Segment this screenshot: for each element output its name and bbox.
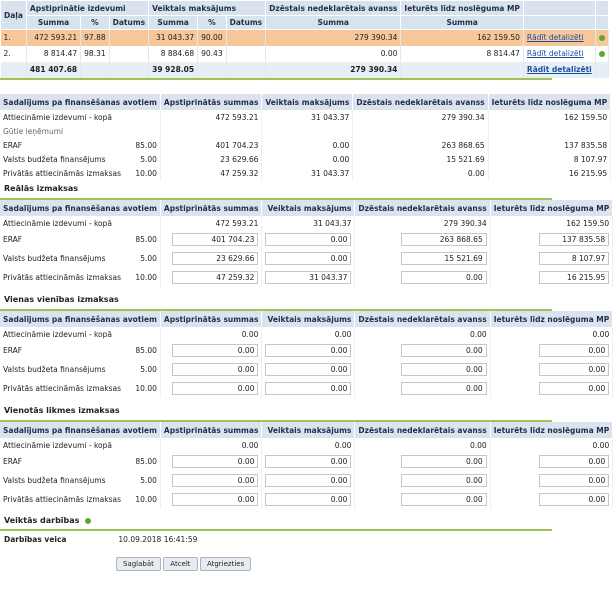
table-row: ERAF 85.00 401 704.23 0.00 263 868.65 137 835.58 xyxy=(0,230,613,249)
amount-input[interactable]: 0.00 xyxy=(172,382,258,395)
table-row[interactable]: 1. 472 593.21 97.88 31 043.37 90.00 279 390.34 162 159.50 Rādīt detalizēti xyxy=(1,30,609,46)
sub-pct: % xyxy=(81,16,109,30)
table-row: ERAF 85.00 401 704.23 0.00 263 868.65 137 835.58 xyxy=(0,138,611,152)
sub-summa: Summa xyxy=(26,16,80,30)
amount-input[interactable]: 0.00 xyxy=(401,474,487,487)
amount-input[interactable]: 0.00 xyxy=(539,344,609,357)
amount-input[interactable]: 31 043.37 xyxy=(265,271,351,284)
table-row: Attiecināmie izdevumi - kopā 472 593.21 31 043.37 279 390.34 162 159.50 xyxy=(0,110,611,124)
amount-input[interactable]: 0.00 xyxy=(539,474,609,487)
amount-input[interactable]: 0.00 xyxy=(265,493,351,506)
save-button[interactable]: Saglabāt xyxy=(116,557,161,571)
sub-datums: Datums xyxy=(226,16,266,30)
table-row: ERAF 85.00 0.00 0.00 0.00 0.00 xyxy=(0,452,613,471)
amount-input[interactable]: 137 835.58 xyxy=(539,233,609,246)
table-row: Privātās attiecināmās izmaksas 10.00 0.00 0.00 0.00 0.00 xyxy=(0,490,613,509)
cancel-button[interactable]: Atcelt xyxy=(163,557,197,571)
status-dot-icon xyxy=(599,51,605,57)
unit-costs-table: Sadalījums pa finansēšanas avotiem Apstiprinātās summas Veiktais maksājums Dzēstais nedeklarētais avanss Ieturēts līdz noslēguma MP Attiecināmie izdevumi - kopā 0.00 0.00 0.00 0.00 ERAF 85.00 0.00 0.00 0.00 0.00 Valsts budžeta finansējums 5.00 0.00 0.00 0.00 0.00 Privātās attiecināmās izmaksas 10.00 0.00 0.00 0.00 0.00 xyxy=(0,311,613,398)
real-costs-table: Sadalījums pa finansēšanas avotiem Apstiprinātās summas Veiktais maksājums Dzēstais nedeklarētais avanss Ieturēts līdz noslēguma MP Attiecināmie izdevumi - kopā 472 593.21 31 043.37 279 390.34 162 159.50 ERAF 85.00 401 704.23 0.00 263 868.65 137 835.58 Valsts budžeta finansējums 5.00 23 629.66 0.00 15 521.69 8 107.97 Privātās attiecināmās izmaksas 10.00 47 259.32 31 043.37 0.00 16 215.95 xyxy=(0,200,613,287)
table-row: Attiecināmie izdevumi - kopā 0.00 0.00 0.00 0.00 xyxy=(0,438,613,452)
show-details-total-link[interactable]: Rādīt detalizēti xyxy=(526,65,592,75)
amount-input[interactable]: 0.00 xyxy=(172,493,258,506)
amount-input[interactable]: 23 629.66 xyxy=(172,252,258,265)
table-row: Valsts budžeta finansējums 5.00 23 629.66 0.00 15 521.69 8 107.97 xyxy=(0,152,611,166)
sub-pct: % xyxy=(198,16,226,30)
amount-input[interactable]: 263 868.65 xyxy=(401,233,487,246)
sub-summa: Summa xyxy=(401,16,524,30)
table-row: Privātās attiecināmās izmaksas 10.00 47 259.32 31 043.37 0.00 16 215.95 xyxy=(0,166,611,180)
amount-input[interactable]: 0.00 xyxy=(172,455,258,468)
amount-input[interactable]: 401 704.23 xyxy=(172,233,258,246)
table-row: Attiecināmie izdevumi - kopā 0.00 0.00 0.00 0.00 xyxy=(0,327,613,341)
section-title-real-costs: Reālās izmaksas xyxy=(4,184,79,193)
amount-input[interactable]: 15 521.69 xyxy=(401,252,487,265)
amount-input[interactable]: 0.00 xyxy=(539,363,609,376)
col-veikt: Veiktais maksājums xyxy=(149,1,266,16)
parts-summary-table xyxy=(0,0,609,78)
table-row: Valsts budžeta finansējums 5.00 0.00 0.00 0.00 0.00 xyxy=(0,471,613,490)
table-row: Valsts budžeta finansējums 5.00 0.00 0.00 0.00 0.00 xyxy=(0,360,613,379)
amount-input[interactable]: 0.00 xyxy=(401,363,487,376)
amount-input[interactable]: 0.00 xyxy=(401,271,487,284)
table-row: Valsts budžeta finansējums 5.00 23 629.66 0.00 15 521.69 8 107.97 xyxy=(0,249,613,268)
table-row: Privātās attiecināmās izmaksas 10.00 0.00 0.00 0.00 0.00 xyxy=(0,379,613,398)
sub-summa: Summa xyxy=(149,16,198,30)
back-button[interactable]: Atgriezties xyxy=(200,557,251,571)
actions-title: Veiktās darbības xyxy=(0,513,552,529)
status-dot-icon xyxy=(599,35,605,41)
amount-input[interactable]: 0.00 xyxy=(172,474,258,487)
amount-input[interactable]: 0.00 xyxy=(401,493,487,506)
col-dzest: Dzēstais nedeklarētais avanss xyxy=(266,1,401,16)
performed-by-value: 10.09.2018 16:41:59 xyxy=(118,535,198,544)
amount-input[interactable]: 0.00 xyxy=(172,344,258,357)
amount-input[interactable]: 0.00 xyxy=(265,252,351,265)
amount-input[interactable]: 0.00 xyxy=(265,233,351,246)
amount-input[interactable]: 0.00 xyxy=(401,344,487,357)
amount-input[interactable]: 0.00 xyxy=(265,474,351,487)
table-row: Privātās attiecināmās izmaksas 10.00 47 259.32 31 043.37 0.00 16 215.95 xyxy=(0,268,613,287)
section-title-flat-rate-costs: Vienotās likmes izmaksas xyxy=(4,406,120,415)
flat-rate-costs-table: Sadalījums pa finansēšanas avotiem Apstiprinātās summas Veiktais maksājums Dzēstais nedeklarētais avanss Ieturēts līdz noslēguma MP Attiecināmie izdevumi - kopā 0.00 0.00 0.00 0.00 ERAF 85.00 0.00 0.00 0.00 0.00 Valsts budžeta finansējums 5.00 0.00 0.00 0.00 0.00 Privātās attiecināmās izmaksas 10.00 0.00 0.00 0.00 0.00 xyxy=(0,422,613,509)
section-title-unit-costs: Vienas vienības izmaksas xyxy=(4,295,119,304)
table-row: ERAF 85.00 0.00 0.00 0.00 0.00 xyxy=(0,341,613,360)
amount-input[interactable]: 0.00 xyxy=(265,382,351,395)
amount-input[interactable]: 16 215.95 xyxy=(539,271,609,284)
funding-sources-table: Sadalījums pa finansēšanas avotiem Apstiprinātās summas Veiktais maksājums Dzēstais nedeklarētais avanss Ieturēts līdz noslēguma MP Attiecināmie izdevumi - kopā 472 593.21 31 043.37 279 390.34 162 159.50 Gūtie ieņēmumi ERAF 85.00 401 704.23 0.00 263 868.65 137 835.58 Valsts budžeta finansējums 5.00 23 629.66 0.00 15 521.69 8 107.97 Privātās attiecināmās izmaksas 10.00 47 259.32 31 043.37 0.00 16 215.95 xyxy=(0,94,611,180)
col-dala: Daļa xyxy=(1,1,27,30)
total-row: 481 407.68 39 928.05 279 390.34 Rādīt detalizēti xyxy=(1,62,609,78)
amount-input[interactable]: 0.00 xyxy=(401,382,487,395)
table-row: Attiecināmie izdevumi - kopā 472 593.21 31 043.37 279 390.34 162 159.50 xyxy=(0,216,613,230)
table-row: Gūtie ieņēmumi xyxy=(0,124,611,138)
amount-input[interactable]: 0.00 xyxy=(172,363,258,376)
info-dot-icon[interactable] xyxy=(85,518,91,524)
show-details-link[interactable]: Rādīt detalizēti xyxy=(526,33,584,43)
amount-input[interactable]: 0.00 xyxy=(401,455,487,468)
amount-input[interactable]: 0.00 xyxy=(539,382,609,395)
sub-summa: Summa xyxy=(266,16,401,30)
amount-input[interactable]: 0.00 xyxy=(539,455,609,468)
amount-input[interactable]: 47 259.32 xyxy=(172,271,258,284)
show-details-link[interactable]: Rādīt detalizēti xyxy=(526,49,584,59)
sub-datums: Datums xyxy=(109,16,149,30)
amount-input[interactable]: 8 107.97 xyxy=(539,252,609,265)
col-ietur: Ieturēts līdz noslēguma MP xyxy=(401,1,524,16)
amount-input[interactable]: 0.00 xyxy=(265,455,351,468)
table-row[interactable]: 2. 8 814.47 98.31 8 884.68 90.43 0.00 8 814.47 Rādīt detalizēti xyxy=(1,46,609,62)
col-apst: Apstiprinātie izdevumi xyxy=(26,1,148,16)
amount-input[interactable]: 0.00 xyxy=(265,363,351,376)
performed-by-label: Darbības veica xyxy=(4,535,67,544)
amount-input[interactable]: 0.00 xyxy=(265,344,351,357)
amount-input[interactable]: 0.00 xyxy=(539,493,609,506)
